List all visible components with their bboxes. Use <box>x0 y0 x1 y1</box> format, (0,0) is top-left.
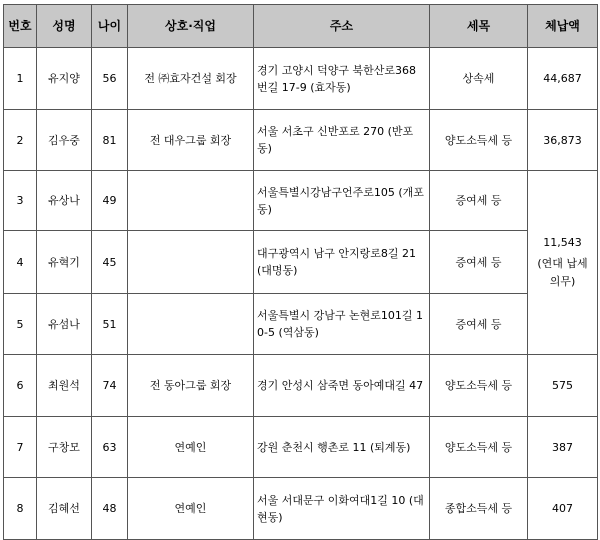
table-header-row <box>4 5 598 48</box>
merged-amount-note: (연대 납세 의무) <box>537 257 588 288</box>
cell-address: 서울특별시 강남구 논현로101길 10-5 (역삼동) <box>254 294 430 355</box>
cell-job: 연예인 <box>128 417 254 478</box>
cell-amount: 44,687 <box>528 48 598 110</box>
header-age: 나이 <box>92 5 128 48</box>
cell-name: 유상나 <box>37 171 92 231</box>
cell-job <box>128 171 254 231</box>
cell-job <box>128 231 254 294</box>
cell-tax: 양도소득세 등 <box>430 110 528 171</box>
cell-age: 63 <box>92 417 128 478</box>
cell-address: 대구광역시 남구 안지랑로8길 21 (대명동) <box>254 231 430 294</box>
table-row <box>4 48 598 110</box>
cell-name: 최원석 <box>37 355 92 417</box>
cell-job <box>128 294 254 355</box>
table-row <box>4 355 598 417</box>
table-row <box>4 417 598 478</box>
cell-name: 구창모 <box>37 417 92 478</box>
header-tax: 세목 <box>430 5 528 48</box>
cell-no: 3 <box>4 171 37 231</box>
cell-tax: 종합소득세 등 <box>430 478 528 540</box>
cell-job: 연예인 <box>128 478 254 540</box>
cell-tax: 증여세 등 <box>430 294 528 355</box>
cell-address: 서울특별시강남구언주로105 (개포동) <box>254 171 430 231</box>
cell-no: 5 <box>4 294 37 355</box>
header-name: 성명 <box>37 5 92 48</box>
cell-name: 김혜선 <box>37 478 92 540</box>
cell-address: 서울 서대문구 이화여대1길 10 (대현동) <box>254 478 430 540</box>
cell-address: 강원 춘천시 행촌로 11 (퇴계동) <box>254 417 430 478</box>
cell-age: 45 <box>92 231 128 294</box>
cell-age: 81 <box>92 110 128 171</box>
header-job: 상호·직업 <box>128 5 254 48</box>
merged-amount-value: 11,543 <box>543 236 582 249</box>
header-address: 주소 <box>254 5 430 48</box>
cell-no: 2 <box>4 110 37 171</box>
cell-amount-merged <box>528 171 598 355</box>
tax-delinquent-table <box>3 4 598 540</box>
cell-age: 74 <box>92 355 128 417</box>
table-row <box>4 478 598 540</box>
cell-name: 유지양 <box>37 48 92 110</box>
cell-age: 49 <box>92 171 128 231</box>
cell-age: 56 <box>92 48 128 110</box>
cell-no: 6 <box>4 355 37 417</box>
cell-job: 전 ㈜효자건설 회장 <box>128 48 254 110</box>
table-row <box>4 110 598 171</box>
cell-address: 경기 안성시 삼죽면 동아예대길 47 <box>254 355 430 417</box>
cell-no: 4 <box>4 231 37 294</box>
cell-name: 유섬나 <box>37 294 92 355</box>
table-row <box>4 294 598 355</box>
cell-tax: 양도소득세 등 <box>430 355 528 417</box>
cell-age: 51 <box>92 294 128 355</box>
cell-tax: 상속세 <box>430 48 528 110</box>
cell-address: 경기 고양시 덕양구 북한산로368번길 17-9 (효자동) <box>254 48 430 110</box>
cell-tax: 증여세 등 <box>430 231 528 294</box>
cell-amount: 407 <box>528 478 598 540</box>
header-no: 번호 <box>4 5 37 48</box>
cell-age: 48 <box>92 478 128 540</box>
cell-amount: 575 <box>528 355 598 417</box>
cell-address: 서울 서초구 신반포로 270 (반포동) <box>254 110 430 171</box>
header-amount: 체납액 <box>528 5 598 48</box>
cell-job: 전 대우그룹 회장 <box>128 110 254 171</box>
cell-name: 김우중 <box>37 110 92 171</box>
table-row <box>4 171 598 231</box>
table-row <box>4 231 598 294</box>
cell-amount: 387 <box>528 417 598 478</box>
cell-job: 전 동아그룹 회장 <box>128 355 254 417</box>
cell-tax: 증여세 등 <box>430 171 528 231</box>
cell-amount: 36,873 <box>528 110 598 171</box>
cell-no: 7 <box>4 417 37 478</box>
cell-tax: 양도소득세 등 <box>430 417 528 478</box>
cell-no: 8 <box>4 478 37 540</box>
cell-name: 유혁기 <box>37 231 92 294</box>
cell-no: 1 <box>4 48 37 110</box>
